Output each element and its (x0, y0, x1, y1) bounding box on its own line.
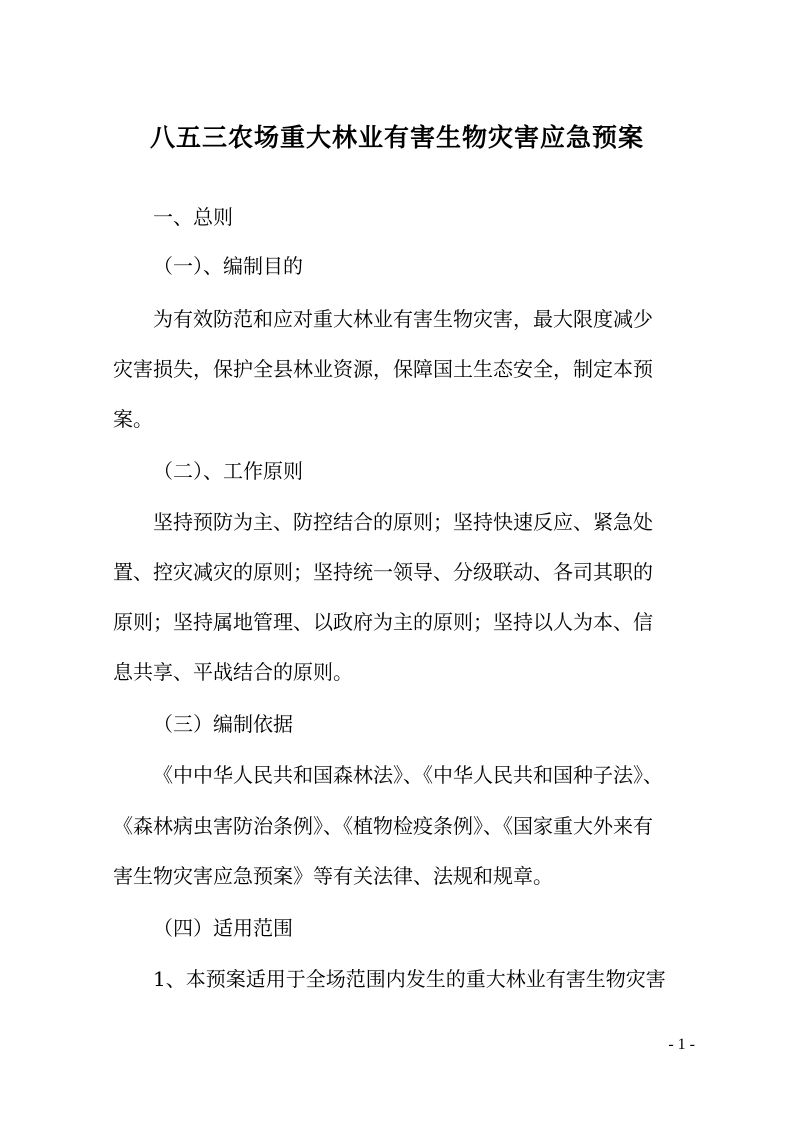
paragraph-line: 灾害损失，保护全县林业资源，保障国土生态安全，制定本预 (113, 357, 653, 381)
paragraph-line: 1、本预案适用于全场范围内发生的重大林业有害生物灾害 (153, 967, 666, 991)
subsection-heading-basis: （三）编制依据 (153, 712, 293, 736)
document-title: 八五三农场重大林业有害生物灾害应急预案 (149, 123, 644, 152)
section-heading-general: 一、总则 (153, 205, 233, 229)
paragraph-line: 置、控灾减灾的原则；坚持统一领导、分级联动、各司其职的 (113, 560, 653, 584)
paragraph-line: 害生物灾害应急预案》等有关法律、法规和规章。 (113, 864, 553, 888)
page-number: - 1 - (668, 1036, 695, 1053)
subsection-heading-scope: （四）适用范围 (153, 916, 293, 940)
paragraph-line: 案。 (113, 407, 153, 431)
paragraph-line: 《中中华人民共和国森林法》、《中华人民共和国种子法》、 (153, 763, 663, 787)
paragraph-line: 坚持预防为主、防控结合的原则；坚持快速反应、紧急处 (153, 510, 653, 534)
subsection-heading-principles: （二）、工作原则 (153, 459, 303, 483)
paragraph-line: 《森林病虫害防治条例》、《植物检疫条例》、《国家重大外来有 (113, 814, 653, 838)
paragraph-line: 原则；坚持属地管理、以政府为主的原则；坚持以人为本、信 (113, 610, 653, 634)
paragraph-line: 息共享、平战结合的原则。 (113, 660, 353, 684)
subsection-heading-purpose: （一）、编制目的 (153, 254, 303, 278)
paragraph-line: 为有效防范和应对重大林业有害生物灾害，最大限度减少 (153, 307, 653, 331)
